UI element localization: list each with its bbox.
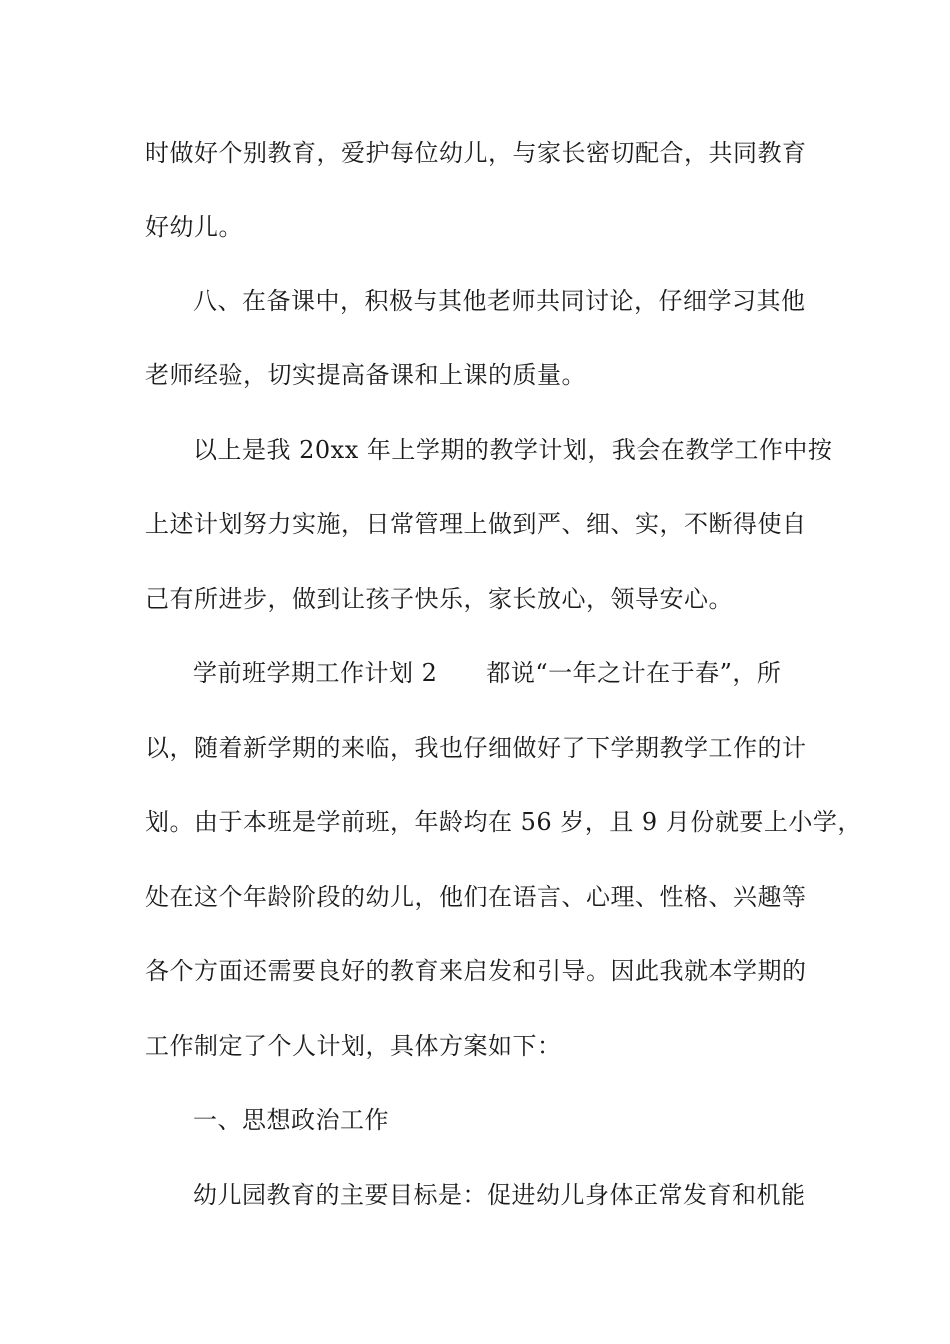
- text-line: 八、在备课中，积极与其他老师共同讨论，仔细学习其他: [193, 287, 806, 315]
- text-line: 己有所进步，做到让孩子快乐，家长放心，领导安心。: [145, 585, 733, 613]
- section-heading-line: 学前班学期工作计划 2 都说“一年之计在于春”，所: [193, 659, 782, 687]
- text-line: 时做好个别教育，爱护每位幼儿，与家长密切配合，共同教育: [145, 139, 807, 167]
- text-line: 划。由于本班是学前班，年龄均在 56 岁，且 9 月份就要上小学，: [145, 808, 862, 836]
- text-line: 处在这个年龄阶段的幼儿，他们在语言、心理、性格、兴趣等: [145, 883, 807, 911]
- text-line: 工作制定了个人计划，具体方案如下：: [145, 1032, 562, 1060]
- text-line: 以上是我 20xx 年上学期的教学计划，我会在教学工作中按: [193, 436, 833, 464]
- text-line: 幼儿园教育的主要目标是：促进幼儿身体正常发育和机能: [193, 1181, 806, 1209]
- text-line: 好幼儿。: [145, 213, 243, 241]
- text-line: 以，随着新学期的来临，我也仔细做好了下学期教学工作的计: [145, 734, 807, 762]
- text-line: 上述计划努力实施，日常管理上做到严、细、实，不断得使自: [145, 510, 807, 538]
- text-line: 老师经验，切实提高备课和上课的质量。: [145, 361, 586, 389]
- subheading-line: 一、思想政治工作: [193, 1106, 389, 1134]
- text-line: 各个方面还需要良好的教育来启发和引导。因此我就本学期的: [145, 957, 807, 985]
